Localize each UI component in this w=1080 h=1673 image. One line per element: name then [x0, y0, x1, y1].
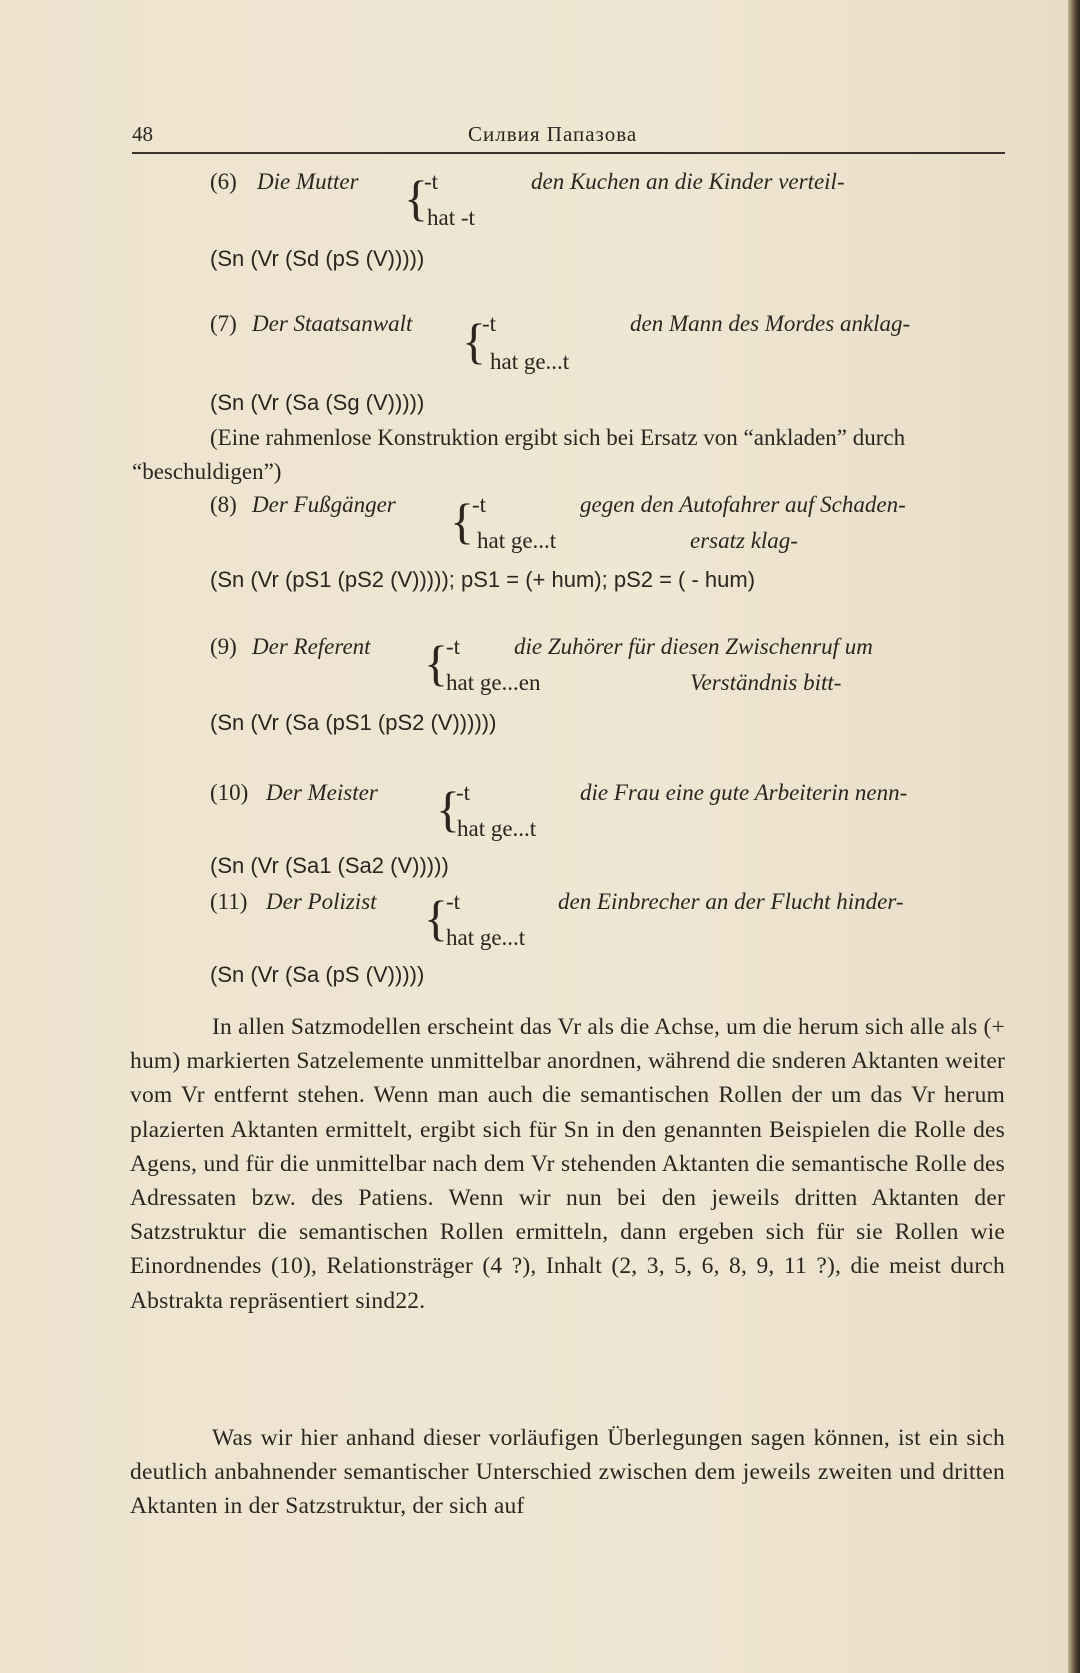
page-header — [132, 118, 1005, 152]
curly-brace-icon: { — [450, 493, 474, 549]
example-complement-cont: Verständnis bitt- — [690, 670, 842, 695]
example-complement: den Einbrecher an der Flucht hinder- — [558, 889, 904, 914]
example-subject: Der Staatsanwalt — [252, 311, 413, 336]
example-complement: gegen den Autofahrer auf Schaden- — [580, 492, 906, 517]
verb-form-present: -t — [446, 634, 461, 659]
verb-form-perfect: hat ge...en — [446, 670, 541, 695]
verb-form-present: -t — [446, 889, 461, 914]
example-number: (10) — [210, 780, 249, 805]
example-complement: die Zuhörer für diesen Zwischenruf um — [514, 634, 873, 659]
book-spine-edge — [1068, 0, 1080, 1673]
verb-form-perfect: hat ge...t — [490, 349, 570, 374]
example-complement: die Frau eine gute Arbeiterin nenn- — [580, 780, 908, 805]
example-subject: Der Fußgänger — [252, 492, 396, 517]
example-complement-cont: ersatz klag- — [690, 528, 798, 553]
curly-brace-icon: { — [424, 635, 448, 691]
sentence-formula: (Sn (Vr (Sa1 (Sa2 (V))))) — [210, 853, 449, 878]
header-rule — [132, 152, 1005, 154]
verb-form-perfect: hat ge...t — [457, 816, 537, 841]
running-head: Силвия Папазова — [468, 122, 638, 146]
curly-brace-icon: { — [462, 313, 486, 369]
example-number: (11) — [210, 889, 248, 914]
example-number: (7) — [210, 311, 237, 336]
sentence-formula: (Sn (Vr (pS1 (pS2 (V))))); pS1 = (+ hum); pS2 = ( - hum) — [210, 567, 756, 592]
example-complement: den Kuchen an die Kinder verteil- — [531, 169, 845, 194]
example-complement: den Mann des Mordes anklag- — [630, 311, 911, 336]
sentence-formula: (Sn (Vr (Sa (pS (V))))) — [210, 962, 425, 987]
sentence-formula: (Sn (Vr (Sd (pS (V))))) — [210, 246, 425, 271]
example-subject: Der Polizist — [266, 889, 377, 914]
example-subject: Der Meister — [266, 780, 378, 805]
verb-form-present: -t — [456, 780, 471, 805]
example-number: (8) — [210, 492, 237, 517]
sentence-formula: (Sn (Vr (Sa (Sg (V))))) — [210, 390, 425, 415]
body-paragraph-2: Was wir hier anhand dieser vorläufigen Überlegungen sagen können, ist ein sich deutlich anbahnender semantischer Unterschied zwischen dem jeweils zweiten und dritten Aktanten in der Satzstruktur, der sich auf — [130, 1425, 1005, 1520]
verb-form-present: -t — [472, 492, 487, 517]
verb-form-present: -t — [424, 169, 439, 194]
verb-form-present: -t — [482, 311, 497, 336]
verb-form-perfect: hat ge...t — [446, 925, 526, 950]
verb-form-perfect: hat -t — [427, 205, 475, 230]
curly-brace-icon: { — [404, 170, 428, 226]
curly-brace-icon: { — [436, 781, 460, 837]
example-number: (6) — [210, 169, 237, 194]
page-number: 48 — [132, 122, 153, 146]
verb-form-perfect: hat ge...t — [477, 528, 557, 553]
example-subject: Die Mutter — [257, 169, 359, 194]
sentence-formula: (Sn (Vr (Sa (pS1 (pS2 (V)))))) — [210, 710, 497, 735]
body-paragraph-1: In allen Satzmodellen erscheint das Vr als die Achse, um die herum sich alle als (+ hum) markierten Satzelemente unmittelbar anordnen, während die snderen Aktanten weiter vom Vr entfernt stehen. Wenn man auch die semantischen Rollen der um das Vr herum plazierten Aktanten ermittelt, ergibt sich für Sn in den genannten Beispielen die Rolle des Agens, und für die unmittelbar nach dem Vr stehenden Aktanten die semantische Rolle des Adressaten bzw. des Patiens. Wenn wir nun bei den jeweils dritten Aktanten der Satzstruktur die semantischen Rollen ermitteln, dann ergeben sich für sie Rollen wie Einordnendes (10), Relationsträger (4 ?), Inhalt (2, 3, 5, 6, 8, 9, 11 ?), die meist durch Abstrakta repräsentiert sind22. — [130, 1014, 1005, 1314]
example-subject: Der Referent — [252, 634, 371, 659]
example-number: (9) — [210, 634, 237, 659]
note-text: (Eine rahmenlose Konstruktion ergibt sich bei Ersatz von “ankladen” durch “beschuldigen”) — [132, 425, 906, 484]
curly-brace-icon: { — [424, 890, 448, 946]
